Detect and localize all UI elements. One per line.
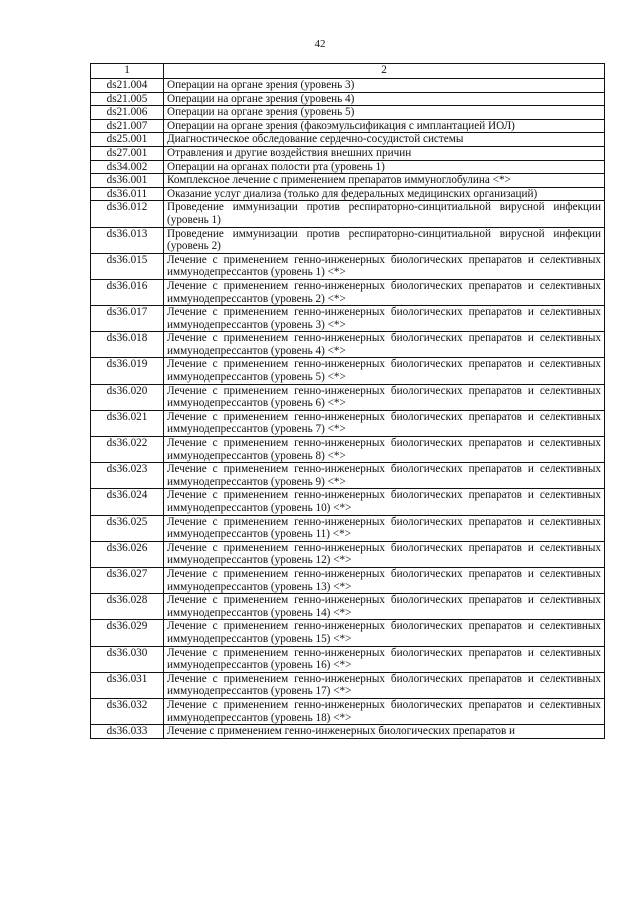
row-code: ds36.022 [91, 437, 164, 463]
table-row [91, 410, 605, 436]
row-code: ds21.007 [91, 119, 164, 133]
table-row [91, 146, 605, 160]
row-description: Лечение с применением генно-инженерных биологических препаратов и селективных иммунодепрессантов (уровень 14) <*> [164, 594, 605, 620]
row-code: ds36.028 [91, 594, 164, 620]
table-header-row [91, 64, 605, 79]
column-header-1: 1 [91, 64, 164, 79]
table-row [91, 201, 605, 227]
row-code: ds36.033 [91, 725, 164, 739]
codes-table [90, 63, 605, 739]
row-description: Лечение с применением генно-инженерных биологических препаратов и селективных иммунодепрессантов (уровень 4) <*> [164, 332, 605, 358]
row-code: ds21.006 [91, 106, 164, 120]
row-code: ds36.017 [91, 306, 164, 332]
table-row [91, 567, 605, 593]
row-code: ds36.029 [91, 620, 164, 646]
table-row [91, 437, 605, 463]
row-code: ds36.015 [91, 253, 164, 279]
row-code: ds36.001 [91, 174, 164, 188]
row-code: ds27.001 [91, 146, 164, 160]
row-description: Лечение с применением генно-инженерных биологических препаратов и селективных иммунодепрессантов (уровень 15) <*> [164, 620, 605, 646]
row-description: Лечение с применением генно-инженерных биологических препаратов и селективных иммунодепрессантов (уровень 9) <*> [164, 463, 605, 489]
table-row [91, 187, 605, 201]
row-description: Комплексное лечение с применением препаратов иммуноглобулина <*> [164, 174, 605, 188]
row-description: Лечение с применением генно-инженерных биологических препаратов и селективных иммунодепрессантов (уровень 17) <*> [164, 672, 605, 698]
row-code: ds21.005 [91, 92, 164, 106]
row-description: Операции на органе зрения (уровень 5) [164, 106, 605, 120]
table-row [91, 279, 605, 305]
row-description: Отравления и другие воздействия внешних причин [164, 146, 605, 160]
row-description: Оказание услуг диализа (только для федеральных медицинских организаций) [164, 187, 605, 201]
table-row [91, 227, 605, 253]
column-header-2: 2 [164, 64, 605, 79]
table-row [91, 160, 605, 174]
row-description: Лечение с применением генно-инженерных биологических препаратов и селективных иммунодепрессантов (уровень 16) <*> [164, 646, 605, 672]
row-code: ds36.021 [91, 410, 164, 436]
table-row [91, 253, 605, 279]
row-code: ds36.019 [91, 358, 164, 384]
table-row [91, 463, 605, 489]
table-row [91, 515, 605, 541]
row-code: ds36.011 [91, 187, 164, 201]
row-code: ds25.001 [91, 133, 164, 147]
table-row [91, 79, 605, 93]
row-description: Лечение с применением генно-инженерных биологических препаратов и селективных иммунодепрессантов (уровень 18) <*> [164, 698, 605, 724]
row-description: Лечение с применением генно-инженерных биологических препаратов и селективных иммунодепрессантов (уровень 12) <*> [164, 541, 605, 567]
row-description: Лечение с применением генно-инженерных биологических препаратов и селективных иммунодепрессантов (уровень 8) <*> [164, 437, 605, 463]
row-description: Лечение с применением генно-инженерных биологических препаратов и селективных иммунодепрессантов (уровень 10) <*> [164, 489, 605, 515]
row-code: ds36.013 [91, 227, 164, 253]
row-description: Операции на органах полости рта (уровень 1) [164, 160, 605, 174]
table-row [91, 384, 605, 410]
row-description: Лечение с применением генно-инженерных биологических препаратов и селективных иммунодепрессантов (уровень 5) <*> [164, 358, 605, 384]
table-row [91, 106, 605, 120]
table-row [91, 725, 605, 739]
row-description: Лечение с применением генно-инженерных биологических препаратов и селективных иммунодепрессантов (уровень 13) <*> [164, 567, 605, 593]
row-code: ds36.026 [91, 541, 164, 567]
row-code: ds36.030 [91, 646, 164, 672]
table-row [91, 698, 605, 724]
row-description: Проведение иммунизации против респираторно-синцитиальной вирусной инфекции (уровень 1) [164, 201, 605, 227]
table-row [91, 646, 605, 672]
row-code: ds36.020 [91, 384, 164, 410]
row-code: ds36.024 [91, 489, 164, 515]
row-description: Лечение с применением генно-инженерных биологических препаратов и селективных иммунодепрессантов (уровень 2) <*> [164, 279, 605, 305]
row-description: Лечение с применением генно-инженерных биологических препаратов и селективных иммунодепрессантов (уровень 11) <*> [164, 515, 605, 541]
table-row [91, 332, 605, 358]
row-description: Лечение с применением генно-инженерных биологических препаратов и селективных иммунодепрессантов (уровень 1) <*> [164, 253, 605, 279]
table-row [91, 358, 605, 384]
table-body [91, 79, 605, 739]
table-row [91, 174, 605, 188]
table-row [91, 541, 605, 567]
table-row [91, 306, 605, 332]
row-code: ds36.012 [91, 201, 164, 227]
row-description: Лечение с применением генно-инженерных биологических препаратов и селективных иммунодепрессантов (уровень 6) <*> [164, 384, 605, 410]
table-row [91, 594, 605, 620]
row-description: Диагностическое обследование сердечно-сосудистой системы [164, 133, 605, 147]
row-description: Операции на органе зрения (уровень 3) [164, 79, 605, 93]
table-row [91, 133, 605, 147]
row-description: Операции на органе зрения (факоэмульсификация с имплантацией ИОЛ) [164, 119, 605, 133]
table-row [91, 620, 605, 646]
table-row [91, 489, 605, 515]
table-row [91, 92, 605, 106]
row-code: ds36.031 [91, 672, 164, 698]
page-number: 42 [314, 38, 326, 50]
row-code: ds34.002 [91, 160, 164, 174]
table-row [91, 672, 605, 698]
row-code: ds36.023 [91, 463, 164, 489]
row-description: Лечение с применением генно-инженерных биологических препаратов и селективных иммунодепрессантов (уровень 3) <*> [164, 306, 605, 332]
row-code: ds36.032 [91, 698, 164, 724]
row-code: ds36.025 [91, 515, 164, 541]
row-description: Лечение с применением генно-инженерных биологических препаратов и селективных иммунодепрессантов (уровень 7) <*> [164, 410, 605, 436]
row-description: Лечение с применением генно-инженерных биологических препаратов и [164, 725, 605, 739]
table-row [91, 119, 605, 133]
row-description: Операции на органе зрения (уровень 4) [164, 92, 605, 106]
row-code: ds21.004 [91, 79, 164, 93]
row-code: ds36.018 [91, 332, 164, 358]
row-description: Проведение иммунизации против респираторно-синцитиальной вирусной инфекции (уровень 2) [164, 227, 605, 253]
row-code: ds36.016 [91, 279, 164, 305]
row-code: ds36.027 [91, 567, 164, 593]
